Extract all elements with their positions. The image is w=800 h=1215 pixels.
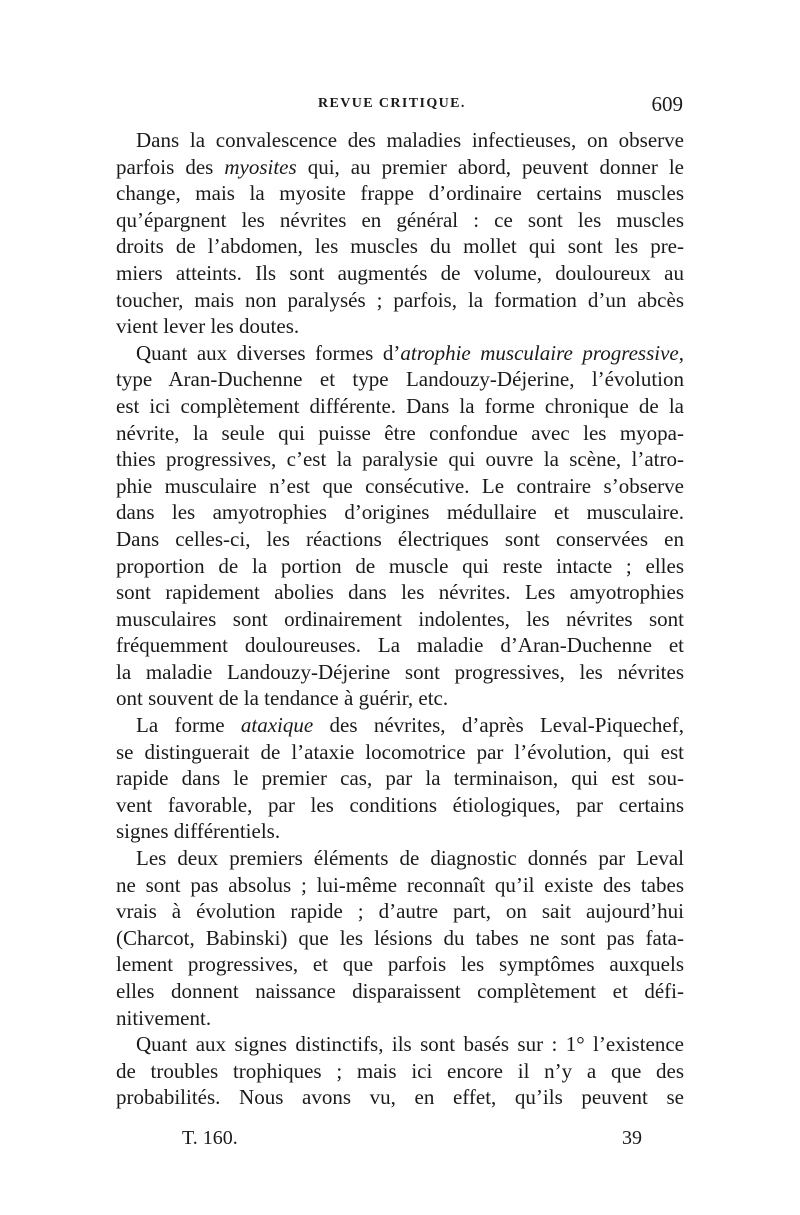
running-head: REVUE CRITIQUE. [318, 96, 466, 111]
text-line: Dans la convalescence des maladies infectieuses, on observe [136, 128, 684, 152]
text-line: signes différentiels. [116, 819, 281, 844]
paragraph [116, 127, 684, 340]
italic-term: ataxique [240, 713, 314, 738]
text-line: phie musculaire n’est que consécutive. Le contraire s’observe [116, 473, 684, 498]
text-line: type Aran-Duchenne et type Landouzy-Déjerine, l’évolution [116, 367, 684, 392]
text-line: change, mais la myosite frappe d’ordinaire certains muscles [116, 181, 684, 206]
text-line: fréquemment douloureuses. La maladie d’Aran-Duchenne et [116, 633, 684, 658]
text-line: elles donnent naissance disparaissent complètement et défi- [116, 979, 684, 1003]
text-line: vrais à évolution rapide ; d’autre part, on sait aujourd’hui [116, 899, 684, 924]
page-header [118, 92, 683, 122]
text-line: qu’épargnent les névrites en général : ce sont les muscles [116, 207, 684, 232]
text-line: thies progressives, c’est la paralysie qui ouvre la scène, l’atro- [116, 447, 684, 472]
paragraph [116, 845, 684, 1031]
text-line: sont rapidement abolies dans les névrites. Les amyotrophies [116, 580, 684, 605]
text-line: musculaires sont ordinairement indolentes, les névrites sont [116, 606, 684, 631]
text-line: Quant aux signes distinctifs, ils sont basés sur : 1° l’existence [136, 1032, 684, 1057]
sheet-number: 39 [622, 1127, 642, 1149]
text-line: (Charcot, Babinski) que les lésions du tabes ne sont pas fata- [116, 925, 684, 950]
page-footer [182, 1127, 642, 1153]
text-line: parfois des myosites qui, au premier abord, peuvent donner le [116, 154, 684, 179]
text-line: Quant aux diverses formes d’atrophie musculaire progressive, [136, 340, 685, 365]
text-line: proportion de la portion de muscle qui reste intacte ; elles [116, 553, 684, 578]
paragraph [116, 712, 684, 845]
italic-term: myosites [224, 154, 297, 179]
text-line: lement progressives, et que parfois les symptômes auxquels [116, 952, 684, 977]
text-line: la maladie Landouzy-Déjerine sont progressives, les névrites [116, 659, 684, 684]
body-text [116, 127, 684, 1111]
text-line: La forme ataxique des névrites, d’après Leval-Piquechef, [136, 713, 684, 738]
text-line: nitivement. [116, 1005, 212, 1030]
italic-term: atrophie musculaire progressive [400, 340, 679, 365]
text-line: droits de l’abdomen, les muscles du mollet qui sont les pre- [116, 234, 684, 259]
printer-signature: T. 160. [182, 1127, 238, 1149]
text-line: Dans celles-ci, les réactions électriques sont conservées en [116, 526, 684, 551]
text-line: toucher, mais non paralysés ; parfois, la formation d’un abcès [116, 287, 684, 312]
text-line: de troubles trophiques ; mais ici encore il n’y a que des [116, 1058, 684, 1083]
text-line: dans les amyotrophies d’origines médullaire et musculaire. [116, 500, 684, 525]
text-line: est ici complètement différente. Dans la forme chronique de la [116, 393, 684, 418]
text-line: vent favorable, par les conditions étiologiques, par certains [116, 792, 684, 817]
text-line: se distinguerait de l’ataxie locomotrice par l’évolution, qui est [116, 739, 684, 764]
text-line: rapide dans le premier cas, par la terminaison, qui est sou- [116, 766, 684, 791]
text-line: vient lever les doutes. [116, 314, 300, 339]
text-line: névrite, la seule qui puisse être confondue avec les myopa- [116, 420, 684, 445]
text-line: probabilités. Nous avons vu, en effet, qu’ils peuvent se [116, 1085, 684, 1110]
page-number: 609 [651, 92, 683, 116]
text-line: miers atteints. Ils sont augmentés de volume, douloureux au [116, 260, 684, 285]
text-line: Les deux premiers éléments de diagnostic donnés par Leval [136, 846, 684, 871]
text-line: ont souvent de la tendance à guérir, etc. [116, 686, 449, 711]
paragraph [116, 340, 684, 712]
text-line: ne sont pas absolus ; lui-même reconnaît qu’il existe des tabes [116, 872, 684, 897]
paragraph [116, 1031, 684, 1111]
